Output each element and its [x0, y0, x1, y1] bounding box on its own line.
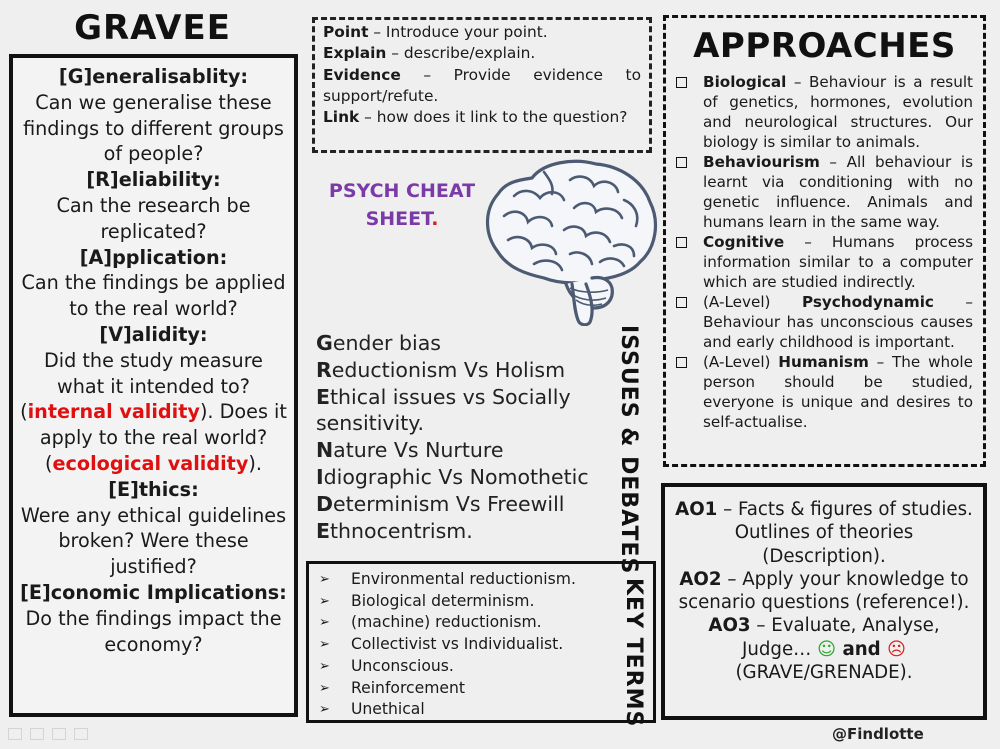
approach-label: Humanism [778, 353, 869, 371]
approach-label: Behaviourism [703, 153, 820, 171]
key-term: Biological determinism. [351, 591, 535, 610]
approach-cognitive [676, 232, 973, 292]
approaches-title: APPROACHES [693, 26, 956, 66]
assessment-objectives-box [661, 483, 987, 720]
item-text: thical issues vs Socially sensitivity. [316, 384, 571, 436]
validity-paren: ( [20, 400, 28, 424]
gravee-title: GRAVEE [74, 8, 231, 48]
list-item [316, 491, 616, 518]
approach-label: Psychodynamic [801, 293, 934, 311]
key-term: Reinforcement [351, 678, 465, 697]
key-term: Collectivist vs Individualist. [351, 635, 564, 654]
economic-heading: [E]conomic Implications: [20, 580, 287, 604]
checkbox-icon [676, 297, 687, 308]
issues-debates-label: ISSUES & DEBATES [616, 325, 641, 575]
slides-icon[interactable] [52, 728, 66, 740]
pen-icon[interactable] [30, 728, 44, 740]
arrow-bullet-icon: ➢ [319, 658, 330, 674]
arrow-bullet-icon: ➢ [319, 572, 330, 587]
initial-letter: G [316, 331, 333, 355]
arrow-bullet-icon: ➢ [319, 637, 330, 653]
key-term: (machine) reductionism. [351, 613, 542, 632]
initial-letter: E [316, 518, 331, 543]
approach-prefix: (A-Level) [703, 293, 802, 311]
initial-letter: R [316, 357, 332, 382]
cheat-title-line1: PSYCH CHEAT [328, 180, 476, 202]
ao3-end: (GRAVE/GRENADE). [735, 662, 913, 684]
issues-debates-list [316, 330, 616, 544]
application-heading: [A]pplication: [79, 245, 228, 269]
item-text: thnocentrism. [330, 518, 473, 543]
list-item [316, 330, 616, 357]
back-icon[interactable] [8, 728, 22, 740]
generalisability-text: Can we generalise these findings to different groups of people? [23, 90, 284, 166]
explain-label: Explain [323, 44, 387, 63]
list-item [319, 612, 643, 634]
initial-letter: D [316, 491, 334, 516]
arrow-bullet-icon: ➢ [319, 680, 330, 696]
approaches-box [663, 15, 986, 467]
reliability-text: Can the research be replicated? [56, 193, 251, 243]
checkbox-icon [676, 77, 687, 88]
item-text: diographic Vs Nomothetic [323, 464, 589, 489]
approach-humanism [676, 352, 973, 432]
author-credit: @Findlotte [832, 725, 924, 743]
arrow-bullet-icon: ➢ [319, 615, 330, 631]
key-term: Unconscious. [351, 656, 454, 675]
list-item [316, 357, 616, 384]
key-term: Unethical [351, 700, 425, 719]
ao3-label: AO3 [708, 615, 751, 637]
arrow-bullet-icon: ➢ [319, 702, 330, 718]
approach-text: – The whole person should be studied, everyone is unique and desires to self-actualise. [703, 353, 973, 431]
key-terms-label: KEY TERMS [621, 578, 646, 728]
list-item [319, 569, 643, 591]
generalisability-heading: [G]eneralisablity: [58, 65, 249, 88]
checkbox-icon [676, 357, 687, 368]
cheat-title-line2: SHEET [365, 208, 432, 230]
evidence-text: – Provide evidence to support/refute. [323, 65, 641, 105]
slide-toolbar [8, 728, 88, 740]
approach-text: – Behaviour has unconscious causes and early childhood is important. [703, 293, 973, 351]
validity-paren-close-2: ). [248, 451, 262, 475]
item-text: ature Vs Nurture [333, 438, 504, 463]
validity-heading: [V]alidity: [99, 322, 208, 346]
approach-label: Biological [703, 73, 787, 91]
list-item [316, 518, 616, 545]
cheat-sheet-title [318, 177, 486, 233]
forward-icon[interactable] [74, 728, 88, 740]
arrow-bullet-icon: ➢ [319, 593, 330, 609]
approach-psychodynamic [676, 292, 973, 352]
validity-text [19, 348, 288, 477]
list-item [319, 591, 643, 613]
checkbox-icon [676, 157, 687, 168]
initial-letter: N [316, 438, 334, 463]
list-item [316, 437, 616, 464]
ethics-text: Were any ethical guidelines broken? Were these justified? [20, 503, 287, 579]
economic-text: Do the findings impact the economy? [25, 606, 282, 656]
initial-letter: I [316, 464, 324, 489]
approach-prefix: (A-Level) [703, 353, 779, 371]
cheat-title-dot: . [431, 208, 439, 230]
approach-behaviourism [676, 152, 973, 232]
item-text: ender bias [332, 331, 441, 355]
key-term: Environmental reductionism. [351, 570, 576, 588]
smiley-icon: ☺ [817, 638, 837, 660]
list-item [319, 699, 643, 721]
point-label: Point [323, 23, 369, 41]
initial-letter: E [316, 384, 331, 409]
approach-text: – Humans process information similar to a computer which are studied indirectly. [703, 233, 973, 291]
approach-biological [676, 72, 973, 152]
internal-validity: internal validity [27, 400, 200, 424]
ecological-validity: ecological validity [52, 451, 249, 475]
peel-box [312, 17, 652, 153]
checkbox-icon [676, 237, 687, 248]
validity-question-2: Does it apply to the real world? ( [39, 400, 287, 475]
frowny-icon: ☹ [887, 638, 906, 660]
list-item [319, 656, 643, 678]
ao2 [671, 568, 977, 615]
ao3-and: and [836, 638, 888, 660]
validity-paren-close: ). [199, 400, 214, 424]
link-label: Link [323, 108, 360, 127]
list-item [319, 634, 643, 656]
reliability-heading: [R]eliability: [86, 168, 221, 192]
evidence-label: Evidence [323, 65, 401, 84]
ao1-text: – Facts & figures of studies. Outlines of theories (Description). [717, 499, 973, 567]
item-text: eterminism Vs Freewill [333, 491, 565, 516]
approach-text: – Behaviour is a result of genetics, hormones, evolution and neurological structures. Our biology is similar to animals. [703, 73, 973, 151]
approach-label: Cognitive [703, 233, 785, 251]
list-item [316, 464, 616, 491]
ao3-text: – Evaluate, Analyse, Judge… [742, 615, 940, 660]
ao2-text: – Apply your knowledge to scenario questions (reference!). [678, 568, 970, 614]
ethics-heading: [E]thics: [108, 477, 199, 501]
ao3 [671, 614, 977, 684]
link-text: – how does it link to the question? [359, 108, 628, 127]
point-text: – Introduce your point. [368, 23, 548, 41]
list-item [316, 384, 616, 438]
key-terms-box [306, 561, 656, 728]
ao1-label: AO1 [675, 499, 718, 520]
ao1 [671, 498, 977, 568]
item-text: eductionism Vs Holism [331, 357, 566, 382]
gravee-box [9, 54, 298, 717]
approach-text: – All behaviour is learnt via conditioning with no genetic influence. Animals and humans learn in the same way. [703, 153, 973, 231]
brain-icon [474, 150, 666, 326]
application-text: Can the findings be applied to the real world? [21, 271, 286, 321]
explain-text: – describe/explain. [386, 44, 536, 63]
list-item [319, 678, 643, 700]
ao2-label: AO2 [679, 568, 722, 590]
validity-question: Did the study measure what it intended to? [44, 348, 263, 398]
